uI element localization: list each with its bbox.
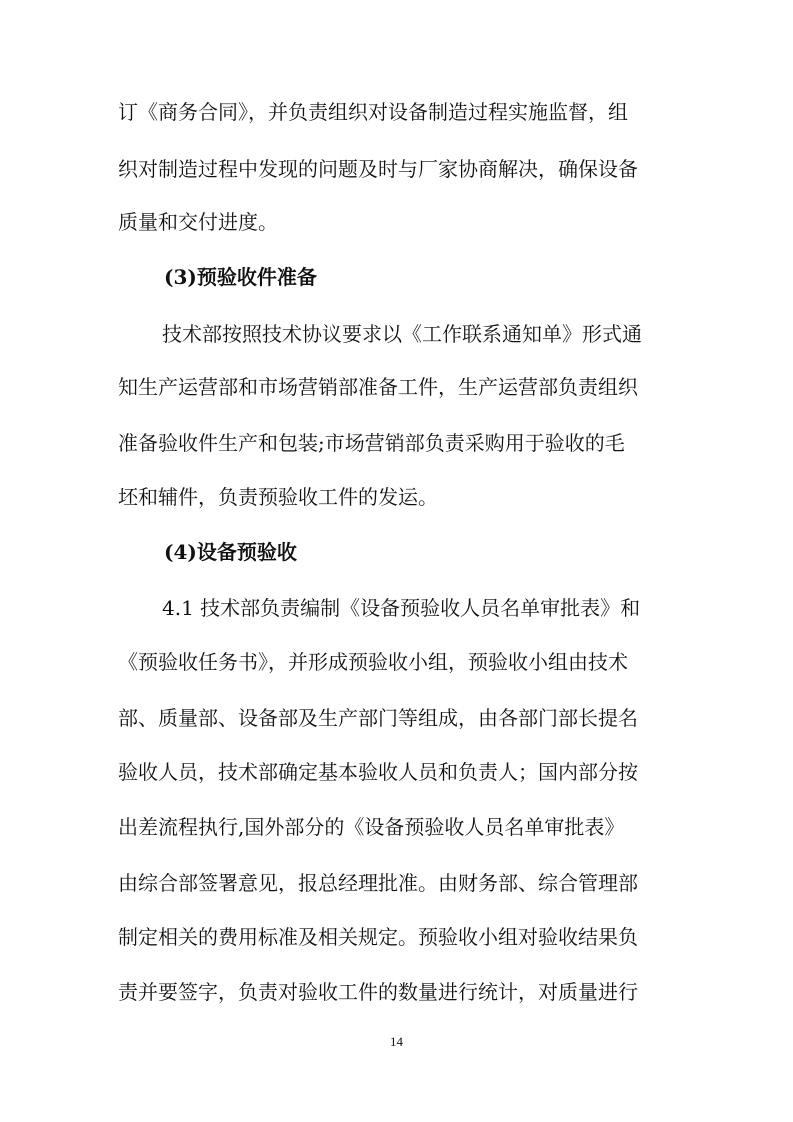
text-line: 质量和交付进度。 (118, 210, 278, 234)
paragraph-line (0, 757, 793, 787)
section-heading-text: (4)设备预验收 (164, 540, 297, 564)
text-line: 坯和辅件，负责预验收工件的发运。 (118, 485, 438, 509)
paragraph-line (0, 593, 793, 623)
text-line: 验收人员，技术部确定基本验收人员和负责人；国内部分按 (118, 760, 638, 784)
text-line: 织对制造过程中发现的问题及时与厂家协商解决，确保设备 (118, 157, 638, 181)
paragraph-line (0, 868, 793, 898)
paragraph-line (0, 977, 793, 1007)
section-heading (0, 537, 793, 567)
paragraph-line (0, 372, 793, 402)
paragraph-line (0, 97, 793, 127)
paragraph-line (0, 812, 793, 842)
paragraph-line (0, 922, 793, 952)
text-line: 《预验收任务书》，并形成预验收小组，预验收小组由技术 (118, 650, 628, 674)
section-heading (0, 262, 793, 292)
text-line: 4.1 技术部负责编制《设备预验收人员名单审批表》和 (162, 596, 641, 620)
text-line: 订《商务合同》，并负责组织对设备制造过程实施监督，组 (118, 100, 628, 124)
paragraph-line (0, 154, 793, 184)
paragraph-line (0, 647, 793, 677)
paragraph-line (0, 207, 793, 237)
text-line: 由综合部签署意见，报总经理批准。由财务部、综合管理部 (118, 871, 638, 895)
text-line: 出差流程执行,国外部分的《设备预验收人员名单审批表》 (118, 815, 625, 839)
text-line: 知生产运营部和市场营销部准备工件，生产运营部负责组织 (118, 375, 638, 399)
paragraph-line (0, 482, 793, 512)
text-line: 准备验收件生产和包装;市场营销部负责采购用于验收的毛 (118, 431, 625, 455)
text-line: 部、质量部、设备部及生产部门等组成，由各部门部长提名 (118, 706, 638, 730)
page-number: 14 (390, 1034, 403, 1049)
paragraph-line (0, 703, 793, 733)
text-line: 责并要签字，负责对验收工件的数量进行统计，对质量进行 (118, 980, 638, 1004)
text-line: 技术部按照技术协议要求以《工作联系通知单》形式通 (162, 322, 642, 346)
section-heading-text: (3)预验收件准备 (164, 265, 317, 289)
paragraph-line (0, 319, 793, 349)
text-line: 制定相关的费用标准及相关规定。预验收小组对验收结果负 (118, 925, 638, 949)
paragraph-line (0, 428, 793, 458)
